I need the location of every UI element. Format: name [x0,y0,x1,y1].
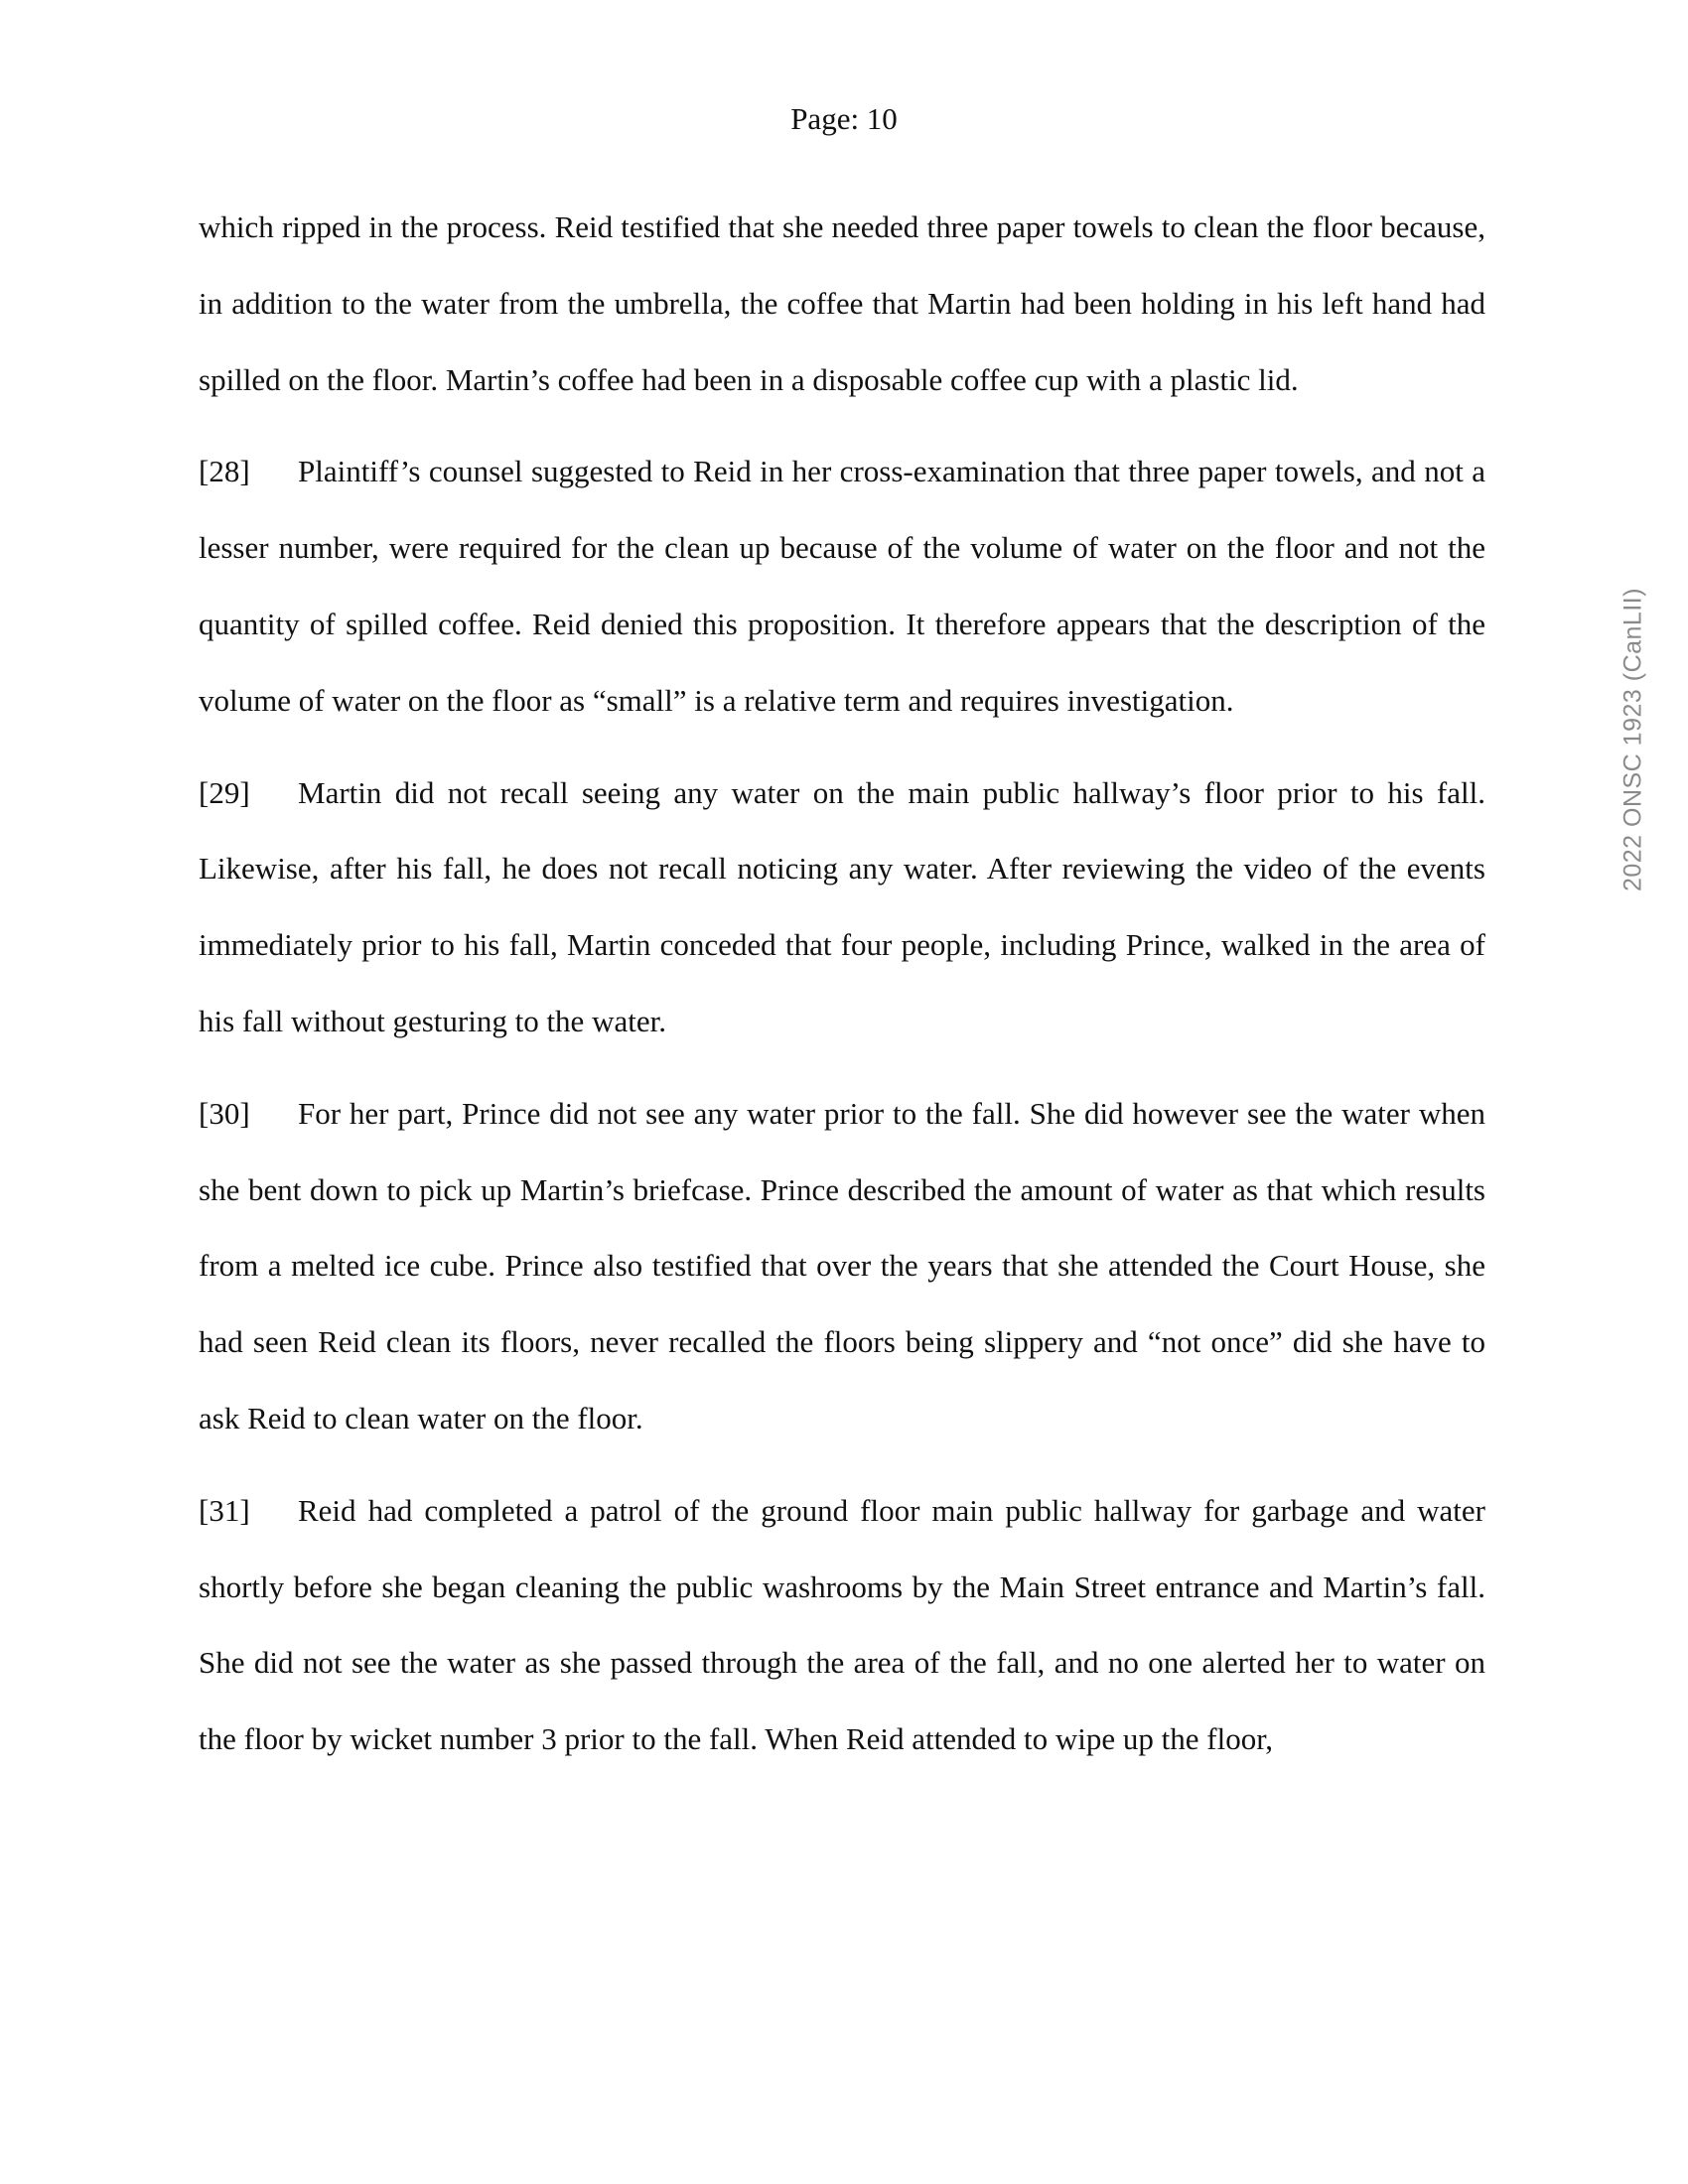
paragraph-number: [31] [199,1492,250,1528]
document-body [199,190,1485,1794]
paragraph-30 [199,1076,1485,1457]
paragraph-text: Plaintiff’s counsel suggested to Reid in her cross-examination that three paper towels, and not a lesser number, were required for the clean up because of the volume of water on the floor and not the quantity of spilled coffee. Reid denied this proposition. It therefore appears that the description of the volume of water on the floor as “small” is a relative term and requires investigation. [199,454,1485,718]
paragraph-31 [199,1473,1485,1778]
page-number-header: Page: 10 [790,101,898,136]
paragraph-28 [199,434,1485,739]
paragraph-number: [30] [199,1095,250,1131]
paragraph-text: Martin did not recall seeing any water on the main public hallway’s floor prior to his fall. Likewise, after his fall, he does not recall noticing any water. After reviewing the video of the events immediately prior to his fall, Martin conceded that four people, including Prince, walked in the area of his fall without gesturing to the water. [199,774,1485,1038]
paragraph-number: [28] [199,454,250,489]
paragraph-text: For her part, Prince did not see any water prior to the fall. She did however see the water when she bent down to pick up Martin’s briefcase. Prince described the amount of water as that which results from a melted ice cube. Prince also testified that over the years that she attended the Court House, she had seen Reid clean its floors, never recalled the floors being slippery and “not once” did she have to ask Reid to clean water on the floor. [199,1095,1485,1435]
side-citation: 2022 ONSC 1923 (CanLII) [1618,587,1647,892]
paragraph-29 [199,755,1485,1060]
paragraph-number: [29] [199,774,250,810]
paragraph-text: which ripped in the process. Reid testified that she needed three paper towels to clean the floor because, in addition to the water from the umbrella, the coffee that Martin had been holding in his left hand had spilled on the floor. Martin’s coffee had been in a disposable coffee cup with a plastic lid. [199,209,1485,397]
paragraph-continued [199,190,1485,418]
paragraph-text: Reid had completed a patrol of the ground floor main public hallway for garbage and water shortly before she began cleaning the public washrooms by the Main Street entrance and Martin’s fall. She did not see the water as she passed through the area of the fall, and no one alerted her to water on the floor by wicket number 3 prior to the fall. When Reid attended to wipe up the floor, [199,1492,1485,1757]
